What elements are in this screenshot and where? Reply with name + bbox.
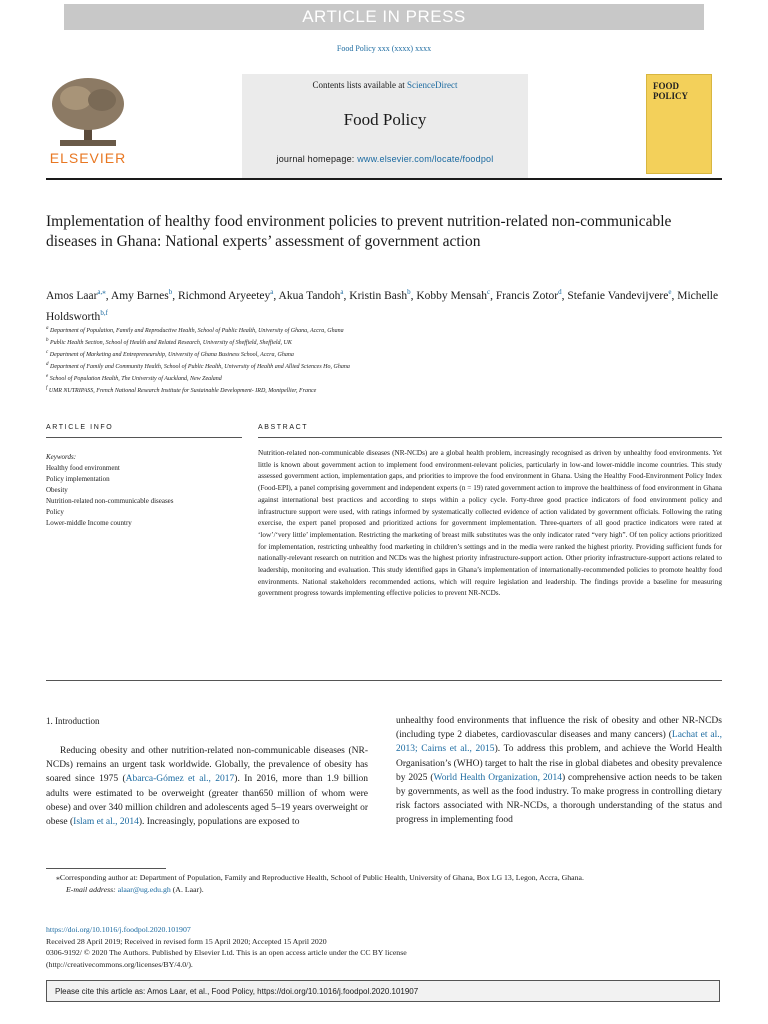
affiliation-item: [46, 348, 722, 360]
header-divider: [46, 178, 722, 180]
abstract-text: Nutrition-related non-communicable diseases (NR-NCDs) are a global health problem, increasingly recognised as driven by unhealthy food environments. Yet little is known about government action to implement food environment-relevant policies, particularly in low-and lower-middle income countries. This study assessed government action, implementation gaps, and priorities to improve the food environment in Ghana. Using the Healthy Food-Environment Policy Index (Food-EPI), a panel comprising government and independent experts (n = 19) rated government action to improve the healthiness of food environment in Ghana against international best practices and according to steps within a policy cycle. Forty-three good practice indicators of food environment policy and infrastructure support were used, with ratings informed by systematically collected evidence of action validated by government officials. Following the rating exercise, the expert panel proposed and prioritized actions for government implementation. Three-quarters of all good practice indicators were rated at ‘low’/‘very little’ implementation. Restricting the marketing of breast milk substitutes was the only indicator rated “very high”. Of ten policy actions prioritized for implementation, restricting unhealthy food marketing in children’s settings and in the media were ranked the highest priority. Providing sufficient funds for nationally-relevant research on nutrition and NCDs was the highest priority infrastructure-support action. Other priority infrastructure-support actions related to leadership, monitoring and evaluation. This study identified gaps in Ghana’s implementation of internationally-recommended policies to promote healthy food environments. National stakeholders recommended actions, which will require legislation and leadership. The findings provide a baseline for measuring government progress towards implementing effective policies to prevent NR-NCDs.: [258, 449, 722, 598]
author-list: [46, 284, 722, 326]
contents-prefix: Contents lists available at: [312, 80, 407, 90]
publisher-wordmark: ELSEVIER: [49, 150, 127, 166]
affiliation-item: [46, 372, 722, 384]
keyword-item: Obesity: [46, 486, 68, 494]
article-info-rule: [46, 437, 242, 438]
affiliation-item: [46, 360, 722, 372]
elsevier-tree-logo: [46, 74, 130, 174]
body-text: ). In 2016, more than 1.9 billion adults were estimated to be overweight (greater than650 million of whom were obese) and over 340 million children and adolescents aged 5–19 years overweight or obese (: [46, 774, 369, 828]
author-name[interactable]: Francis Zotor: [495, 289, 559, 302]
author-affiliation-marker[interactable]: e: [668, 288, 672, 296]
email-label: E-mail address:: [66, 885, 118, 894]
author-affiliation-marker[interactable]: b,f: [100, 308, 108, 317]
contents-available-line: [242, 80, 528, 90]
author-name[interactable]: Stefanie Vandevijvere: [567, 289, 669, 302]
reference-link[interactable]: Lachat et al., 2013; Cairns et al., 2015: [396, 730, 722, 755]
journal-citation-line[interactable]: Food Policy xxx (xxxx) xxxx: [336, 44, 432, 53]
footnote-rule: [46, 868, 166, 869]
keyword-item: Policy implementation: [46, 475, 110, 483]
abstract-heading: ABSTRACT: [258, 424, 309, 431]
homepage-prefix: journal homepage:: [276, 154, 358, 164]
affiliation-key: e: [46, 374, 49, 379]
body-text: unhealthy food environments that influence the risk of obesity and other NR-NCDs (including type 2 diabetes, cardiovascular diseases and many cancers) (: [396, 716, 722, 741]
journal-homepage-line: [242, 154, 528, 164]
author-separator: ,: [561, 289, 568, 302]
affiliation-text: Department of Family and Community Health, School of Public Health, University of Health and Allied Sciences Ho, Ghana: [48, 364, 350, 370]
author-affiliation-marker[interactable]: c: [486, 288, 491, 296]
abstract-rule: [258, 437, 722, 438]
article-metadata: [46, 924, 722, 970]
reference-link[interactable]: World Health Organization, 2014: [433, 772, 562, 783]
affiliation-key: f: [46, 386, 48, 391]
received-dates: Received 28 April 2019; Received in revised form 15 April 2020; Accepted 15 April 2020: [46, 936, 327, 946]
keyword-item: Nutrition-related non-communicable diseases: [46, 497, 174, 505]
author-affiliation-marker[interactable]: a: [270, 288, 274, 296]
license-line: 0306-9192/ © 2020 The Authors. Published by Elsevier Ltd. This is an open access article under the CC BY license: [46, 948, 407, 957]
author-separator: ,: [410, 289, 417, 302]
author-name[interactable]: Amos Laar: [46, 289, 98, 302]
affiliation-key: d: [46, 362, 49, 367]
email-line: [46, 884, 722, 896]
author-name[interactable]: Richmond Aryeetey: [177, 289, 271, 302]
introduction-heading: 1. Introduction: [46, 716, 100, 726]
author-affiliation-marker[interactable]: a,⁎: [97, 288, 106, 296]
body-text: ) comprehensive action needs to be taken by governments, as well as the food industry. To make progress in controlling dietary risk factors associated with NR-NCDs, a thorough understanding of the status and progress in implementing food: [396, 772, 722, 826]
body-text: ). Increasingly, populations are exposed to: [138, 817, 300, 828]
doi-link[interactable]: https://doi.org/10.1016/j.foodpol.2020.101907: [46, 925, 191, 934]
keyword-item: Policy: [46, 508, 64, 516]
license-url[interactable]: (http://creativecommons.org/licenses/BY/4.0/).: [46, 959, 193, 969]
author-affiliation-marker[interactable]: d: [558, 288, 562, 296]
body-text: Reducing obesity and other nutrition-related non-communicable diseases (NR-NCDs) remains an urgent task worldwide. Globally, the prevalence of obesity has soared since 1975 (: [46, 746, 368, 785]
homepage-link[interactable]: www.elsevier.com/locate/foodpol: [357, 154, 494, 164]
abstract-bottom-rule: [46, 680, 722, 681]
author-separator: ,: [490, 289, 496, 302]
affiliation-item: [46, 336, 722, 348]
author-affiliation-marker[interactable]: b: [168, 288, 173, 296]
journal-name: Food Policy: [343, 110, 427, 129]
author-separator: ,: [273, 289, 279, 302]
keyword-item: Lower-middle Income country: [46, 519, 132, 527]
article-title: Implementation of healthy food environment policies to prevent nutrition-related non-communicable diseases in Ghana: National experts’ assessment of government action: [46, 213, 672, 250]
author-separator: ,: [671, 289, 678, 302]
affiliation-key: c: [46, 350, 49, 355]
affiliations: [46, 324, 722, 396]
cover-title-line1: FOOD: [653, 81, 679, 91]
journal-header: [46, 74, 720, 178]
author-affiliation-marker[interactable]: b: [407, 288, 411, 296]
reference-link[interactable]: Abarca-Gómez et al., 2017: [125, 774, 235, 785]
affiliation-key: a: [46, 326, 49, 331]
sciencedirect-link[interactable]: ScienceDirect: [407, 80, 458, 90]
body-column-left: [46, 744, 368, 829]
body-column-right: [396, 714, 722, 828]
affiliation-text: Department of Population, Family and Reproductive Health, School of Public Health, University of Ghana, Accra, Ghana: [48, 328, 344, 334]
corresponding-author-note: ⁎Corresponding author at: Department of Population, Family and Reproductive Health, School of Public Health, University of Ghana, Box LG 13, Legon, Accra, Ghana.: [56, 873, 584, 882]
affiliation-item: [46, 324, 722, 336]
email-link[interactable]: alaar@ug.edu.gh: [117, 885, 171, 894]
author-name[interactable]: Amy Barnes: [110, 289, 169, 302]
article-in-press-banner: ARTICLE IN PRESS: [64, 4, 704, 30]
reference-link[interactable]: Islam et al., 2014: [73, 817, 139, 828]
affiliation-text: Public Health Section, School of Health and Related Research, University of Sheffield, Sheffield, UK: [48, 340, 292, 346]
cite-this-article-box: Please cite this article as: Amos Laar, et al., Food Policy, https://doi.org/10.1016/j.foodpol.2020.101907: [46, 980, 720, 1002]
email-suffix: (A. Laar).: [170, 885, 204, 894]
footnote: [46, 872, 722, 896]
keyword-item: Healthy food environment: [46, 464, 120, 472]
keywords-label: Keywords:: [46, 453, 77, 461]
author-affiliation-marker[interactable]: a: [340, 288, 344, 296]
author-name[interactable]: Kristin Bash: [349, 289, 408, 302]
author-separator: ,: [172, 289, 178, 302]
affiliation-text: Department of Marketing and Entrepreneurship, University of Ghana Business School, Accra, Ghana: [48, 352, 294, 358]
author-name[interactable]: Michelle Holdsworth: [46, 289, 719, 323]
journal-cover-thumbnail: [646, 74, 712, 174]
journal-info-box: [242, 74, 528, 178]
affiliation-item: [46, 384, 722, 396]
cover-title-line2: POLICY: [653, 91, 689, 101]
author-separator: ,: [343, 289, 350, 302]
affiliation-key: b: [46, 338, 49, 343]
affiliation-text: School of Population Health, The University of Auckland, New Zealand: [48, 376, 222, 382]
tree-icon: [46, 74, 130, 150]
keywords-block: [46, 452, 242, 529]
author-name[interactable]: Akua Tandoh: [278, 289, 341, 302]
affiliation-text: UMR NUTRIPASS, French National Research Institute for Sustainable Development- IRD, Montpellier, France: [47, 388, 317, 394]
keywords-list: [46, 463, 242, 529]
body-text: ). To address this problem, and achieve the World Health Organisation’s (WHO) target to halt the rise in global diabetes and obesity prevalence by 2025 (: [396, 744, 723, 783]
article-info-heading: ARTICLE INFO: [46, 424, 114, 431]
author-name[interactable]: Kobby Mensah: [416, 289, 487, 302]
author-separator: ,: [105, 289, 111, 302]
